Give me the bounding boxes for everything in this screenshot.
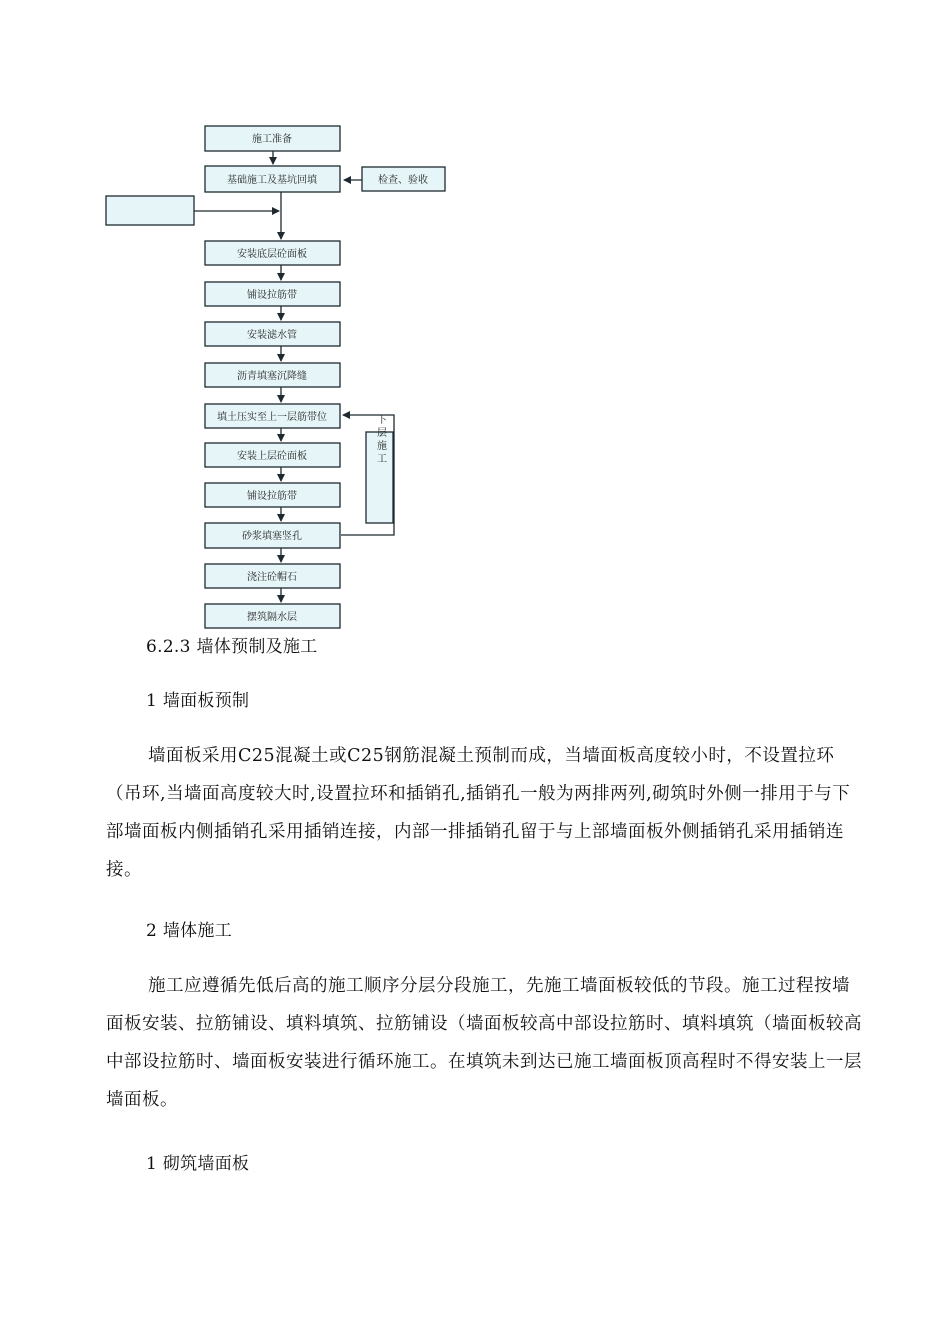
svg-text:铺设拉筋带: 铺设拉筋带 (247, 491, 297, 502)
svg-text:摆筑隔水层: 摆筑隔水层 (247, 612, 297, 623)
svg-text:施工准备: 施工准备 (252, 134, 292, 145)
item1-body: 墙面板采用C25混凝土或C25钢筋混凝土预制而成，当墙面板高度较小时，不设置拉环（吊环,当墙面高度较大时,设置拉环和插销孔,插销孔一般为两排两列,砌筑时外侧一排用于与下部墙面板内侧插销孔采用插销连接，内部一排插销孔留于与上部墙面板外侧插销孔采用插销连接。 (106, 746, 851, 880)
svg-text:下层施工: 下层施工 (374, 414, 386, 466)
flow-step (205, 166, 340, 192)
flow-step (205, 564, 340, 588)
flow-step (205, 282, 340, 306)
flow-step (205, 126, 340, 151)
sub1-title: 1 砌筑墙面板 (146, 1154, 250, 1174)
svg-text:浇注砼帽石: 浇注砼帽石 (247, 572, 297, 583)
svg-text:填土压实至上一层筋带位: 填土压实至上一层筋带位 (217, 412, 327, 423)
svg-text:安装滤水管: 安装滤水管 (247, 330, 297, 341)
item2-body: 施工应遵循先低后高的施工顺序分层分段施工，先施工墙面板较低的节段。施工过程按墙面板安装、拉筋铺设、填料填筑、拉筋铺设（墙面板较高中部设拉筋时、填料填筑（墙面板较高中部设拉筋时、墙面板安装进行循环施工。在填筑未到达已施工墙面板顶高程时不得安装上一层墙面板。 (106, 976, 862, 1110)
inspection-box (362, 167, 445, 191)
flow-step (205, 443, 340, 467)
flow-step (205, 604, 340, 628)
svg-text:基础施工及基坑回填: 基础施工及基坑回填 (227, 175, 317, 186)
svg-text:铺设拉筋带: 铺设拉筋带 (247, 290, 297, 301)
item1-title: 1 墙面板预制 (146, 691, 250, 711)
svg-text:检查、验收: 检查、验收 (378, 175, 428, 186)
svg-text:砂浆填塞竖孔: 砂浆填塞竖孔 (242, 531, 302, 542)
item2-title: 2 墙体施工 (146, 921, 233, 941)
flow-step (205, 322, 340, 346)
flow-step (205, 483, 340, 507)
svg-text:沥青填塞沉降缝: 沥青填塞沉降缝 (237, 371, 307, 382)
flow-step (205, 363, 340, 387)
svg-text:安装底层砼面板: 安装底层砼面板 (237, 249, 307, 260)
flow-step (205, 241, 340, 265)
flow-step (205, 404, 340, 428)
flow-step (205, 523, 340, 548)
loop-label-box (366, 414, 393, 523)
left-input-box (106, 196, 194, 225)
section-heading: 6.2.3 墙体预制及施工 (146, 637, 318, 657)
construction-flowchart (0, 0, 950, 640)
svg-text:安装上层砼面板: 安装上层砼面板 (237, 451, 307, 462)
